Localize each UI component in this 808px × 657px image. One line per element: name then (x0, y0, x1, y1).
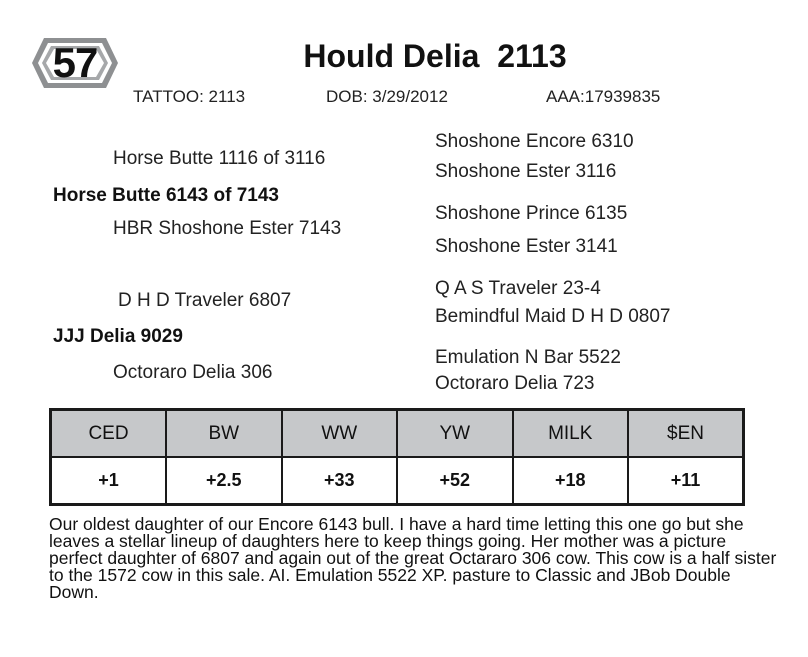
dam-sire: D H D Traveler 6807 (118, 290, 292, 311)
sire: Horse Butte 6143 of 7143 (53, 185, 279, 206)
epd-header-ww: WW (282, 410, 398, 458)
epd-header-milk: MILK (513, 410, 629, 458)
animal-name: Hould Delia 2113 (303, 38, 567, 74)
dam-dam-sire: Emulation N Bar 5522 (435, 347, 621, 368)
dam-sire-sire: Q A S Traveler 23-4 (435, 278, 601, 299)
epd-value-milk: +18 (513, 457, 629, 505)
dam-dam-dam: Octoraro Delia 723 (435, 373, 595, 394)
epd-header-row (51, 410, 744, 458)
epd-table (49, 408, 745, 506)
sire-dam-sire: Shoshone Prince 6135 (435, 203, 628, 224)
dam-dam: Octoraro Delia 306 (113, 362, 273, 383)
epd-value-ced: +1 (51, 457, 167, 505)
sire-dam-dam: Shoshone Ester 3141 (435, 236, 618, 257)
sire-sire-dam: Shoshone Ester 3116 (435, 161, 617, 182)
dam-sire-dam: Bemindful Maid D H D 0807 (435, 306, 671, 327)
tattoo: TATTOO: 2113 (133, 87, 246, 106)
epd-header-bw: BW (166, 410, 282, 458)
epd-header-ced: CED (51, 410, 167, 458)
dob: DOB: 3/29/2012 (326, 87, 448, 106)
lot-number: 57 (52, 39, 98, 86)
epd-value-ww: +33 (282, 457, 398, 505)
epd-value-en: +11 (628, 457, 744, 505)
epd-value-row (51, 457, 744, 505)
aaa-number: AAA:17939835 (546, 87, 661, 106)
sire-sire: Horse Butte 1116 of 3116 (113, 148, 326, 169)
epd-value-bw: +2.5 (166, 457, 282, 505)
epd-header-en: $EN (628, 410, 744, 458)
description: Our oldest daughter of our Encore 6143 bull. I have a hard time letting this one go but she leaves a stellar lineup of daughters here to keep things going. Her mother was a picture perfect daughter of 6807 and again out of the great Octararo 306 cow. This cow is a half sister to the 1572 cow in this sale. AI. Emulation 5522 XP. pasture to Classic and JBob Double Down. (49, 514, 777, 602)
sire-dam: HBR Shoshone Ester 7143 (113, 218, 342, 239)
dam: JJJ Delia 9029 (53, 326, 183, 347)
epd-value-yw: +52 (397, 457, 513, 505)
sire-sire-sire: Shoshone Encore 6310 (435, 131, 634, 152)
epd-header-yw: YW (397, 410, 513, 458)
lot-badge (30, 34, 120, 92)
